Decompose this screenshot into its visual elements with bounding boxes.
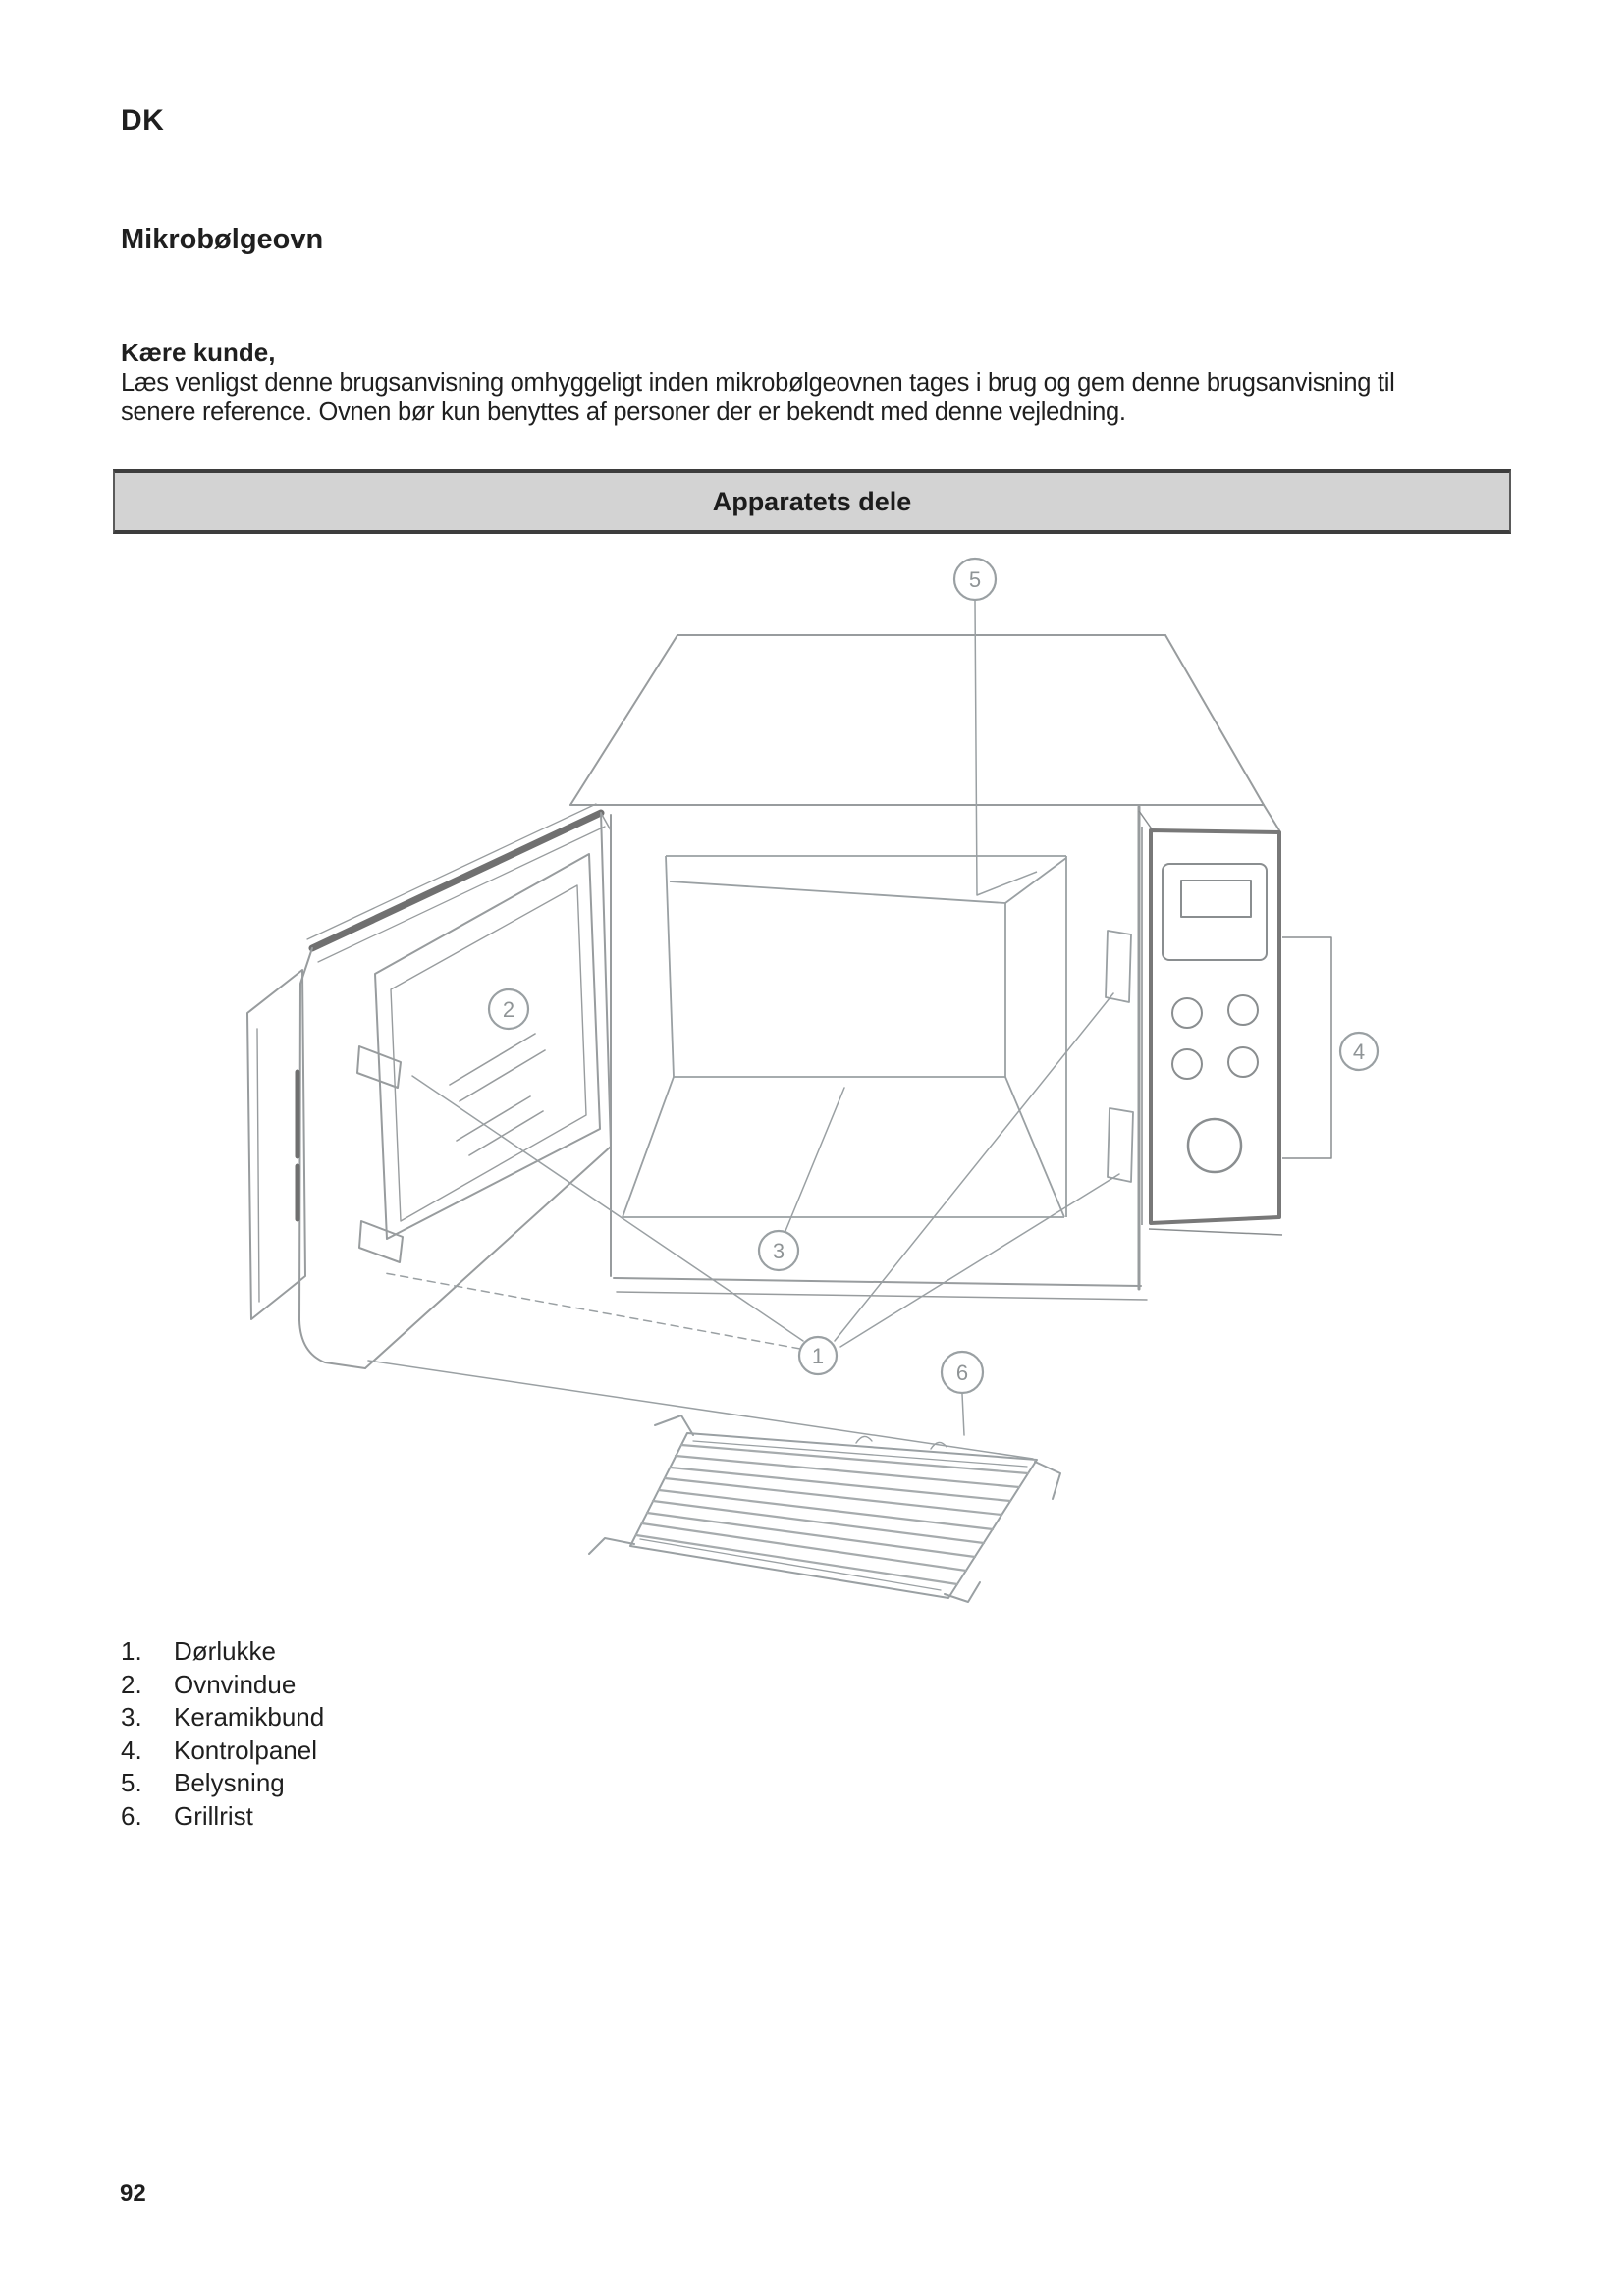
callout-2 xyxy=(489,989,528,1029)
frame-latch-lower xyxy=(1108,1108,1133,1182)
rack-foot xyxy=(945,1582,980,1602)
panel-button xyxy=(1228,1047,1258,1077)
intro-greeting: Kære kunde, xyxy=(121,338,276,367)
intro-line-2: senere reference. Ovnen bør kun benyttes af personer der er bekendt med denne vejledning. xyxy=(121,399,1126,426)
rack-foot xyxy=(1035,1462,1060,1499)
grill-rack xyxy=(589,1415,1060,1602)
item-label: Belysning xyxy=(174,1768,285,1798)
parts-list-item xyxy=(121,1735,324,1768)
item-label: Keramikbund xyxy=(174,1702,325,1733)
panel-button xyxy=(1172,1049,1202,1079)
item-number: 5. xyxy=(121,1768,142,1798)
section-banner-title: Apparatets dele xyxy=(712,486,912,516)
control-panel xyxy=(1139,811,1331,1235)
display-screen xyxy=(1181,881,1251,917)
intro-line-1: Læs venligst denne brugsanvisning omhyggeligt inden mikrobølgeovnen tages i brug og gem denne brugsanvisning til xyxy=(121,369,1395,397)
callout-markers xyxy=(489,559,1378,1393)
parts-list-item xyxy=(121,1767,324,1800)
lamp-leader-line xyxy=(975,601,1037,895)
callout-1 xyxy=(799,1337,837,1374)
panel-button xyxy=(1228,995,1258,1025)
parts-list-item xyxy=(121,1701,324,1735)
parts-list-item xyxy=(121,1635,324,1669)
panel-button xyxy=(1172,998,1202,1028)
callout-4 xyxy=(1340,1033,1378,1070)
callout-leaders xyxy=(368,993,1119,1459)
rack-foot xyxy=(655,1415,693,1435)
item-number: 4. xyxy=(121,1735,142,1765)
callout-4-bracket xyxy=(1282,937,1331,1158)
window-reflections xyxy=(450,1034,545,1155)
svg-text:2: 2 xyxy=(502,997,515,1022)
parts-list-item xyxy=(121,1669,324,1702)
language-tag: DK xyxy=(121,104,165,136)
oven-body xyxy=(570,635,1279,1300)
item-number: 6. xyxy=(121,1800,142,1831)
svg-text:4: 4 xyxy=(1352,1040,1366,1064)
item-number: 3. xyxy=(121,1702,142,1733)
page-title: Mikrobølgeovn xyxy=(121,224,324,255)
rack-foot xyxy=(589,1538,634,1554)
svg-text:3: 3 xyxy=(772,1239,785,1263)
parts-list-item xyxy=(121,1800,324,1834)
item-label: Kontrolpanel xyxy=(174,1735,317,1765)
oven-door xyxy=(247,804,611,1368)
parts-list xyxy=(121,1635,324,1834)
door-latch-lower xyxy=(359,1221,403,1262)
callout-6 xyxy=(942,1352,983,1393)
panel-dial xyxy=(1188,1119,1241,1172)
item-label: Ovnvindue xyxy=(174,1669,297,1699)
svg-text:5: 5 xyxy=(968,567,982,592)
item-label: Dørlukke xyxy=(174,1636,277,1666)
item-label: Grillrist xyxy=(174,1800,253,1831)
svg-text:6: 6 xyxy=(955,1361,969,1385)
svg-text:1: 1 xyxy=(811,1344,825,1368)
frame-latch-upper xyxy=(1106,931,1131,1002)
callout-3 xyxy=(759,1231,798,1270)
page-number: 92 xyxy=(120,2180,146,2207)
item-number: 1. xyxy=(121,1636,142,1666)
oven-cavity xyxy=(623,601,1133,1217)
callout-5 xyxy=(954,559,996,600)
item-number: 2. xyxy=(121,1669,142,1699)
grill-bars xyxy=(636,1445,1028,1584)
door-window xyxy=(375,854,600,1239)
